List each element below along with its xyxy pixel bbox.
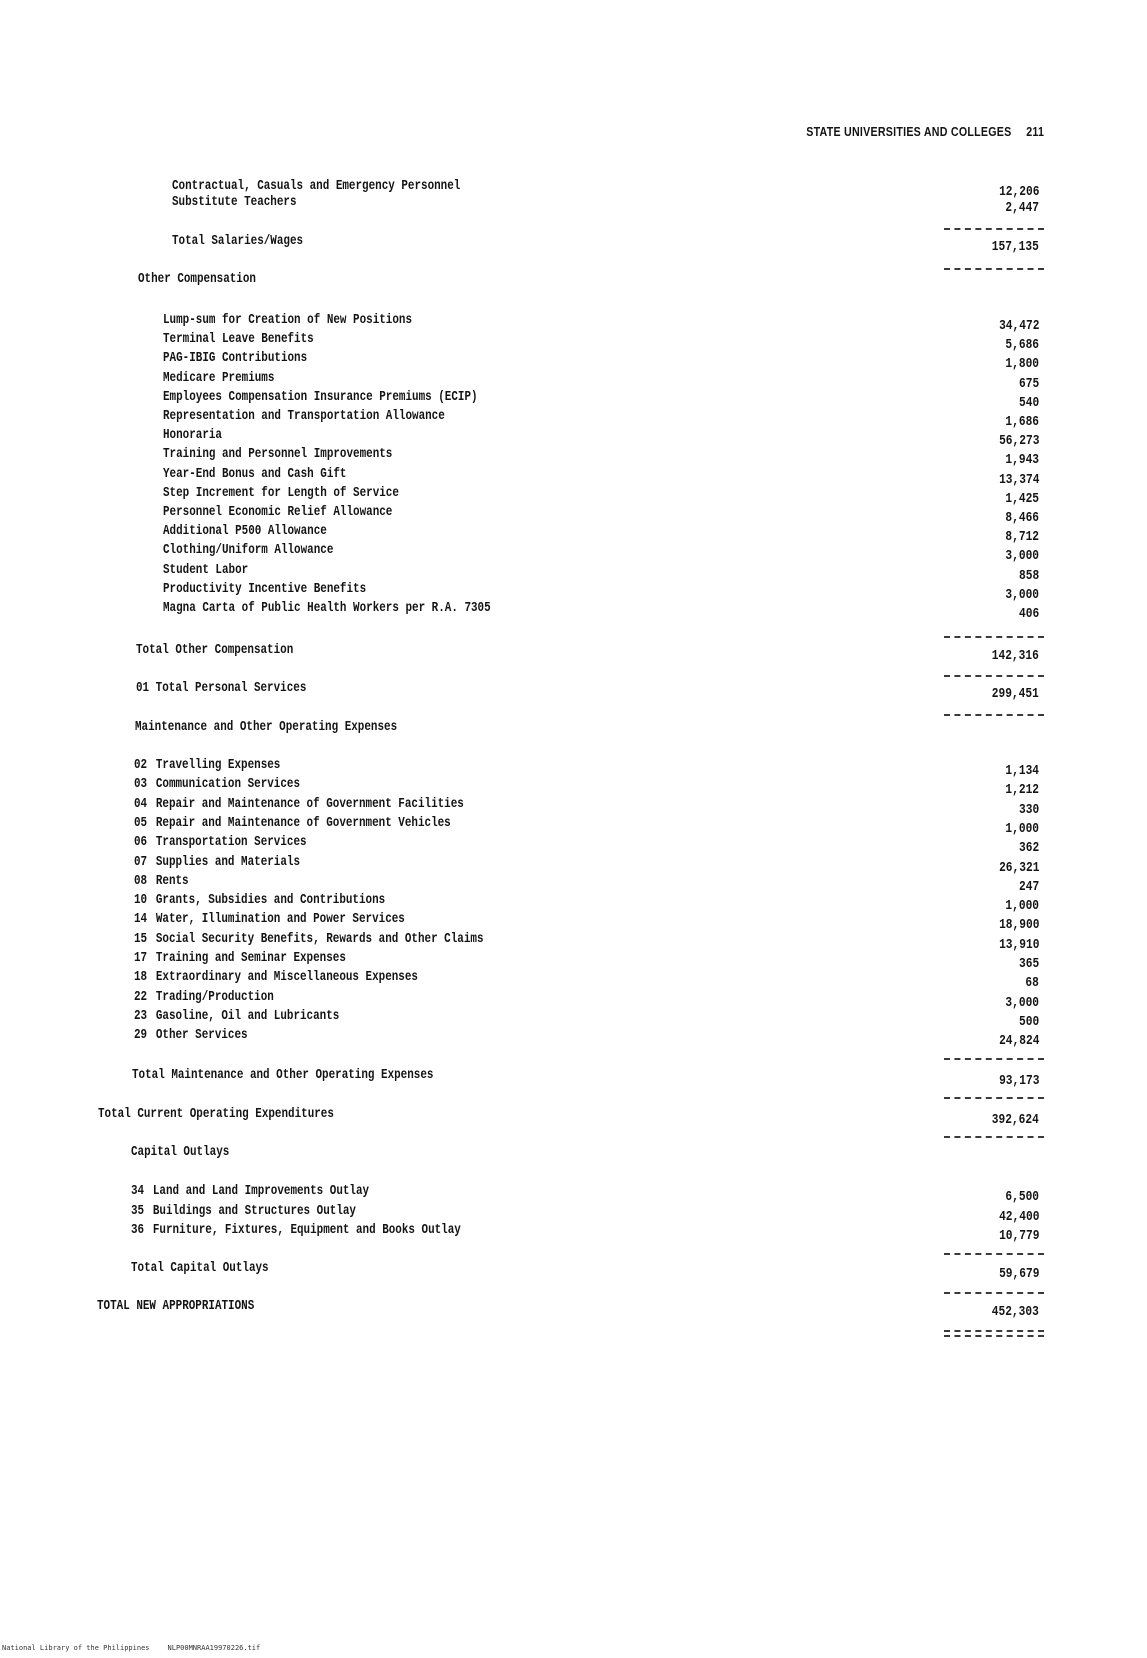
line-item (0, 892, 1147, 915)
grand-total-amount: 452,303 (991, 1304, 1039, 1320)
section-heading (0, 719, 1147, 737)
line-item-text: Grants, Subsidies and Contributions (155, 892, 386, 909)
grand-total-double-rule (944, 1330, 1044, 1332)
line-item-amount: 858 (1018, 567, 1039, 584)
line-item (0, 542, 1147, 565)
line-item-label (163, 446, 392, 462)
object-code: 23 (134, 1007, 148, 1024)
subtotal-row (0, 1067, 1147, 1089)
line-item-text: Training and Seminar Expenses (155, 950, 346, 966)
line-item-label (163, 408, 445, 424)
library-credit: National Library of the Philippines (2, 1644, 150, 1652)
subtotal-label: Total Maintenance and Other Operating Expenses (132, 1067, 434, 1083)
line-item-text: Additional P500 Allowance (163, 523, 327, 540)
line-item-label (163, 581, 366, 597)
subtotal-label: Total Current Operating Expenditures (98, 1106, 334, 1122)
line-item-label (163, 312, 412, 328)
line-item-text: Year-End Bonus and Cash Gift (163, 465, 347, 482)
line-item-amount: 3,000 (1005, 548, 1039, 565)
subtotal-amount: 157,135 (991, 239, 1039, 255)
line-item-amount: 1,000 (1005, 898, 1039, 915)
subtotal-amount: 93,173 (998, 1073, 1039, 1089)
line-item (0, 465, 1147, 488)
line-item-text: Employees Compensation Insurance Premiums (ECIP) (163, 388, 478, 405)
line-item (0, 504, 1147, 526)
line-item-amount: 10,779 (998, 1228, 1039, 1244)
line-item-label (134, 776, 300, 792)
section-heading-label: Maintenance and Other Operating Expenses (135, 719, 398, 735)
line-item-label (134, 815, 451, 831)
subtotal-amount: 392,624 (991, 1112, 1039, 1128)
line-item-amount: 3,000 (1005, 586, 1039, 603)
object-code: 03 (134, 776, 148, 793)
line-item-amount: 365 (1018, 956, 1039, 972)
line-item (0, 911, 1147, 934)
object-code: 18 (134, 969, 148, 986)
line-item-text: Land and Land Improvements Outlay (152, 1183, 370, 1199)
object-code: 34 (131, 1183, 145, 1199)
subtotal-rule (944, 228, 1044, 230)
line-item (0, 776, 1147, 799)
section-heading (0, 1144, 1147, 1162)
line-item (0, 580, 1147, 603)
line-item (0, 1183, 1147, 1205)
line-item-amount: 1,212 (1005, 782, 1039, 799)
object-code: 08 (134, 872, 148, 889)
subtotal-row (0, 642, 1147, 664)
subtotal-row (0, 233, 1147, 255)
line-item-text: Furniture, Fixtures, Equipment and Books Outlay (152, 1222, 461, 1238)
line-item-label (134, 1008, 339, 1024)
subtotal-label: Total Salaries/Wages (172, 233, 304, 249)
line-item-label (134, 757, 280, 773)
subtotal-rule (944, 1253, 1044, 1255)
line-item (0, 950, 1147, 972)
line-item-text: Transportation Services (155, 834, 307, 851)
line-item-label (134, 1027, 248, 1043)
scan-footer (2, 1644, 260, 1652)
line-item (0, 1007, 1147, 1030)
subtotal-rule (944, 1292, 1044, 1294)
subtotal-amount: 142,316 (991, 648, 1039, 664)
line-item-amount: 1,134 (1005, 763, 1039, 779)
line-item-label (163, 542, 333, 558)
line-item-text: Communication Services (155, 776, 301, 793)
line-item-label (134, 892, 385, 908)
line-item-amount: 675 (1018, 375, 1039, 392)
subtotal-label: Total Capital Outlays (131, 1260, 269, 1276)
object-code: 35 (131, 1202, 145, 1219)
line-item-text: Extraordinary and Miscellaneous Expenses (155, 969, 418, 986)
line-item-text: Medicare Premiums (163, 369, 275, 386)
line-item (0, 757, 1147, 779)
line-item-label (134, 950, 346, 966)
line-item-amount: 1,800 (1005, 356, 1039, 373)
line-item-label (163, 350, 307, 366)
line-item-label (163, 389, 478, 405)
subtotal-row (0, 1106, 1147, 1128)
object-code: 02 (134, 757, 148, 773)
line-item-amount: 500 (1018, 1013, 1039, 1030)
line-item-text: Magna Carta of Public Health Workers per R.A. 7305 (163, 600, 491, 616)
line-item (0, 930, 1147, 953)
section-heading-label: Other Compensation (138, 271, 256, 287)
line-item (0, 872, 1147, 895)
line-item-label (134, 969, 418, 985)
line-item-label (134, 854, 300, 870)
line-item-label (134, 931, 484, 947)
line-item-text: Rents (155, 872, 189, 889)
line-item-label (134, 873, 189, 889)
line-item (0, 853, 1147, 876)
subtotal-rule (944, 1136, 1044, 1138)
line-item-label: Substitute Teachers (172, 194, 297, 210)
line-item-label (163, 600, 491, 616)
object-code: 07 (134, 853, 148, 870)
object-code: 36 (131, 1222, 145, 1238)
subtotal-label: Total Other Compensation (136, 642, 294, 658)
line-item-label (134, 911, 405, 927)
line-item (0, 369, 1147, 392)
line-item-label: Contractual, Casuals and Emergency Personnel (172, 178, 461, 194)
line-item-amount: 406 (1018, 606, 1039, 622)
line-item-label (163, 485, 399, 501)
line-item (0, 312, 1147, 334)
object-code: 17 (134, 950, 148, 966)
line-item-text: Step Increment for Length of Service (163, 484, 399, 501)
subtotal-rule (944, 714, 1044, 716)
subtotal-amount: 59,679 (998, 1266, 1039, 1282)
line-item-label (163, 562, 248, 578)
subtotal-label: 01 Total Personal Services (136, 680, 307, 696)
line-item-amount: 1,000 (1005, 820, 1039, 837)
page-number: 211 (1026, 124, 1044, 139)
line-item-label (131, 1203, 356, 1219)
line-item-amount: 34,472 (998, 318, 1039, 334)
line-item-text: Clothing/Uniform Allowance (163, 542, 334, 559)
line-item-amount: 18,900 (998, 917, 1039, 934)
line-item (0, 969, 1147, 992)
line-item-text: Buildings and Structures Outlay (152, 1202, 356, 1219)
line-item-text: Trading/Production (155, 988, 274, 1005)
line-item-text: Honoraria (163, 427, 222, 444)
section-heading (0, 271, 1147, 289)
grand-total-row (0, 1298, 1147, 1320)
line-item (0, 988, 1147, 1011)
line-item (0, 795, 1147, 818)
section-heading-label: Capital Outlays (131, 1144, 230, 1160)
line-item-amount: 330 (1018, 801, 1039, 818)
line-item-label (163, 466, 346, 482)
subtotal-rule (944, 1097, 1044, 1099)
line-item-amount: 1,686 (1005, 414, 1039, 430)
line-item-text: Water, Illumination and Power Services (155, 911, 405, 928)
line-item (0, 814, 1147, 837)
line-item-label (163, 331, 314, 347)
object-code: 10 (134, 892, 148, 909)
line-item-amount: 1,943 (1005, 452, 1039, 469)
line-item-amount: 8,466 (1005, 510, 1039, 526)
page-header (806, 124, 1044, 139)
subtotal-rule (944, 675, 1044, 677)
object-code: 14 (134, 911, 148, 928)
object-code: 04 (134, 795, 148, 812)
line-item-text: Productivity Incentive Benefits (163, 580, 367, 597)
line-item-amount: 8,712 (1005, 529, 1039, 546)
line-item (0, 523, 1147, 546)
line-item-text: Training and Personnel Improvements (163, 446, 393, 463)
object-code: 29 (134, 1027, 148, 1044)
section-title: STATE UNIVERSITIES AND COLLEGES (806, 124, 1012, 139)
grand-total-label: TOTAL NEW APPROPRIATIONS (97, 1298, 255, 1314)
line-item (0, 350, 1147, 373)
line-item-label (131, 1222, 461, 1238)
line-item-text: Representation and Transportation Allowance (163, 408, 445, 424)
line-item-label (134, 989, 274, 1005)
line-item-label (163, 523, 327, 539)
line-item-label (163, 370, 274, 386)
line-item-amount: 540 (1018, 394, 1039, 411)
line-item-amount: 12,206 (998, 184, 1039, 200)
object-code: 22 (134, 988, 148, 1005)
subtotal-row (0, 1260, 1147, 1282)
line-item-label (163, 427, 222, 443)
line-item-text: Other Services (155, 1027, 248, 1044)
line-item (0, 1027, 1147, 1050)
line-item (0, 194, 1147, 216)
line-item-text: PAG-IBIG Contributions (163, 350, 308, 367)
object-code: 05 (134, 814, 148, 831)
line-item-amount: 24,824 (998, 1033, 1039, 1050)
line-item-amount: 68 (1025, 975, 1039, 992)
subtotal-row (0, 680, 1147, 702)
object-code: 15 (134, 930, 148, 947)
subtotal-rule (944, 1058, 1044, 1060)
line-item (0, 446, 1147, 469)
line-item (0, 408, 1147, 430)
line-item-text: Lump-sum for Creation of New Positions (163, 312, 413, 328)
line-item-amount: 247 (1018, 878, 1039, 895)
line-item-text: Gasoline, Oil and Lubricants (155, 1007, 340, 1024)
line-item-text: Social Security Benefits, Rewards and Other Claims (155, 930, 484, 947)
line-item (0, 834, 1147, 857)
line-item-amount: 1,425 (1005, 490, 1039, 507)
line-item-label (131, 1183, 369, 1199)
line-item-amount: 42,400 (998, 1208, 1039, 1225)
line-item-amount: 2,447 (1005, 200, 1039, 216)
line-item-amount: 3,000 (1005, 994, 1039, 1011)
line-item-amount: 362 (1018, 840, 1039, 857)
line-item (0, 484, 1147, 507)
line-item-label (134, 796, 464, 812)
subtotal-rule (944, 268, 1044, 270)
line-item-amount: 5,686 (1005, 337, 1039, 354)
line-item (0, 1222, 1147, 1244)
line-item-label (163, 504, 392, 520)
line-item (0, 388, 1147, 411)
line-item (0, 427, 1147, 450)
line-item-amount: 13,374 (998, 471, 1039, 488)
line-item-label (134, 834, 307, 850)
line-item-text: Travelling Expenses (155, 757, 281, 773)
subtotal-rule (944, 636, 1044, 638)
line-item-text: Student Labor (163, 561, 249, 578)
line-item (0, 600, 1147, 622)
object-code: 06 (134, 834, 148, 851)
line-item (0, 331, 1147, 354)
line-item-amount: 13,910 (998, 936, 1039, 953)
line-item (0, 561, 1147, 584)
line-item-text: Terminal Leave Benefits (163, 331, 314, 348)
line-item-text: Supplies and Materials (155, 853, 301, 870)
line-item-text: Repair and Maintenance of Government Vehicles (155, 814, 451, 831)
line-item-text: Repair and Maintenance of Government Facilities (155, 795, 464, 812)
line-item-text: Personnel Economic Relief Allowance (163, 504, 393, 520)
line-item-amount: 56,273 (998, 433, 1039, 450)
line-item-amount: 26,321 (998, 859, 1039, 876)
subtotal-amount: 299,451 (991, 686, 1039, 702)
scan-filename: NLP00MNRAA19970226.tif (167, 1644, 261, 1652)
line-item-amount: 6,500 (1005, 1189, 1039, 1205)
line-item (0, 1202, 1147, 1225)
